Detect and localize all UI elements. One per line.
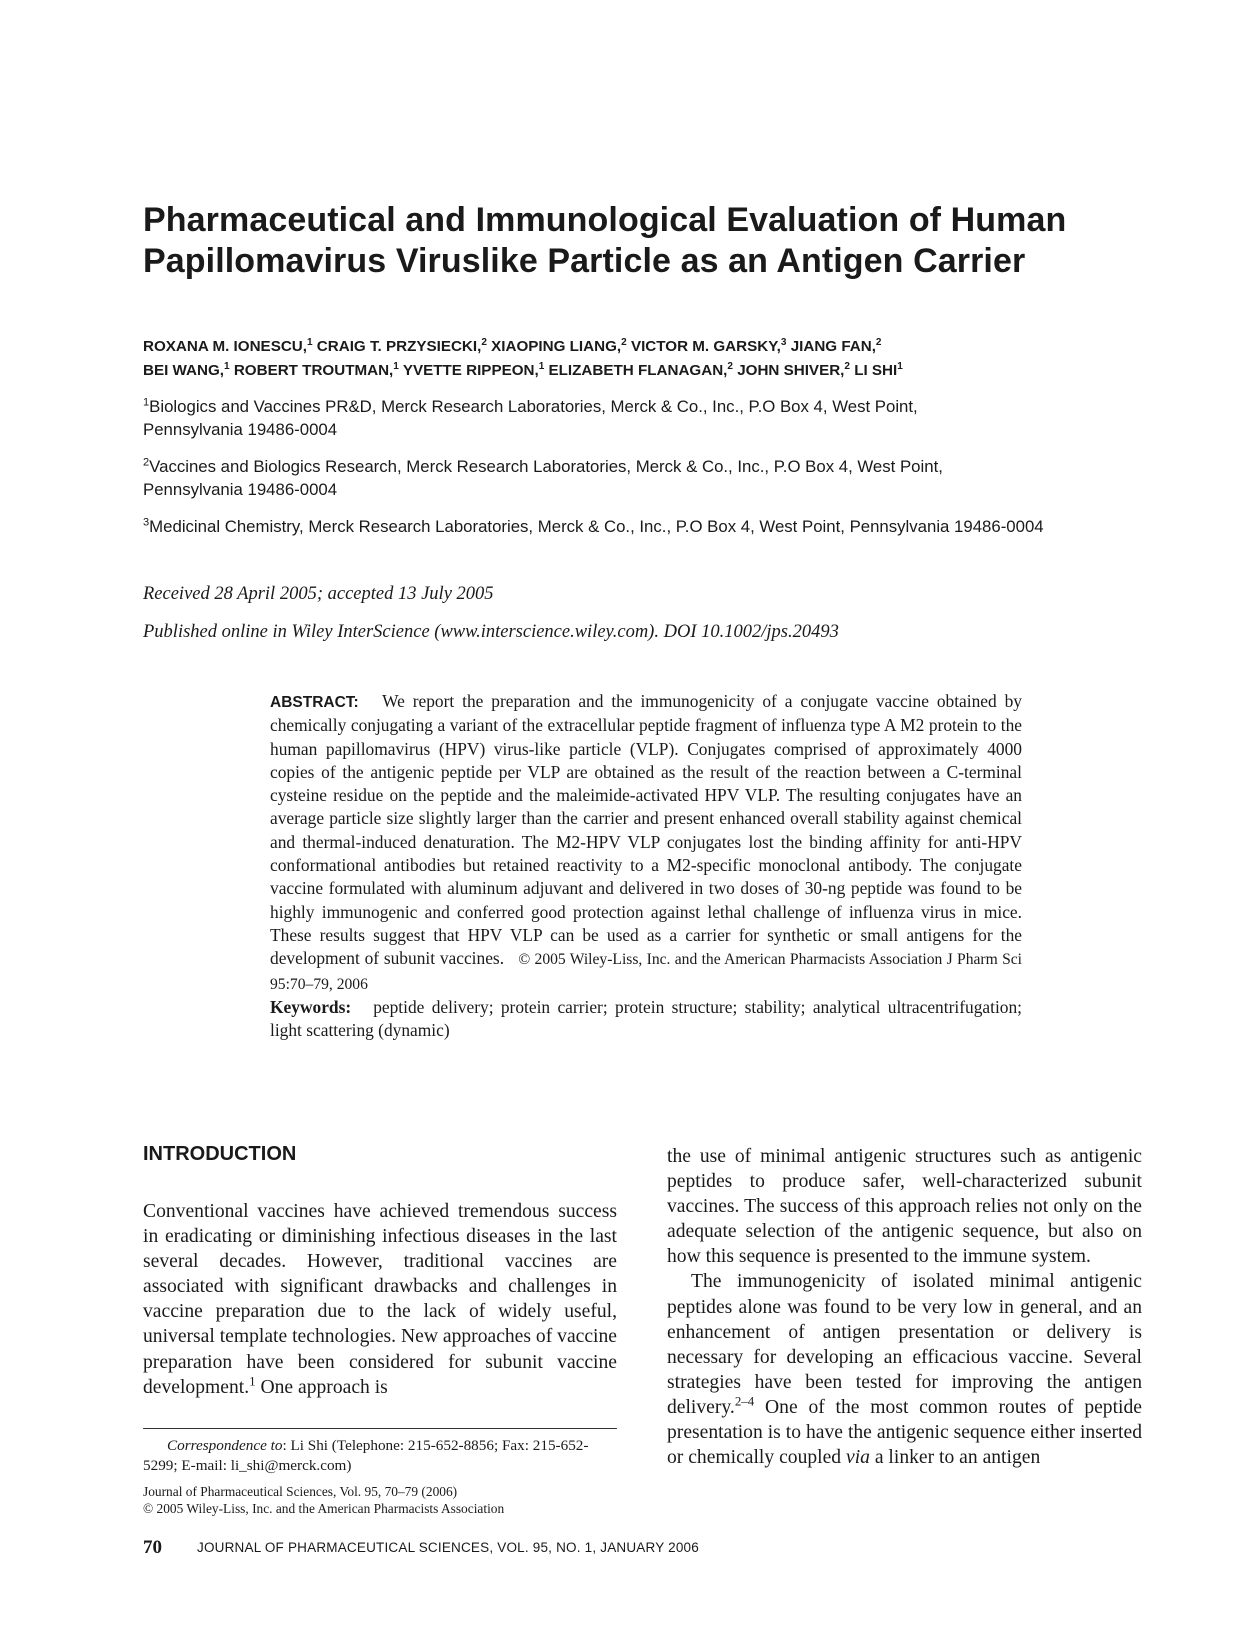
published-info: Published online in Wiley InterScience (www.interscience.wiley.com). DOI 10.1002/jps.20493 (143, 622, 839, 642)
paragraph-text: The immunogenicity of isolated minimal antigenic peptides alone was found to be very low in general, and an enhancement of antigen presentation or delivery is necessary for developing an efficacious vaccine. Several strategies have been tested for improving the antigen delivery. (667, 1271, 1142, 1418)
footnote-copyright: © 2005 Wiley-Liss, Inc. and the American Pharmacists Association (143, 1501, 505, 1516)
page-number: 70 (143, 1537, 162, 1558)
abstract-copyright: © 2005 Wiley-Liss, Inc. and the American Pharmacists Association J Pharm Sci 95:70–79, 2006 (270, 951, 1023, 993)
correspondence-text: : Li Shi (Telephone: 215-652-8856; Fax: 215-652-5299; E-mail: li_shi@merck.com) (143, 1437, 589, 1474)
reference-marker: 1 (249, 1373, 256, 1389)
author-name: XIAOPING LIANG, (491, 338, 622, 355)
author-name: BEI WANG, (143, 362, 225, 379)
intro-right-paragraph-2 (667, 1269, 1142, 1470)
author-line-2 (143, 359, 1143, 383)
intro-paragraph-tail: One approach is (255, 1376, 388, 1398)
journal-citation: Journal of Pharmaceutical Sciences, Vol. 95, 70–79 (2006) (143, 1484, 458, 1499)
affiliation-marker: 1 (897, 360, 903, 372)
intro-right-column (667, 1144, 1142, 1470)
paper-title (143, 200, 1143, 282)
paragraph-text: a linker to an antigen (869, 1447, 1041, 1469)
intro-left-column (143, 1199, 617, 1400)
keywords-text: peptide delivery; protein carrier; protein structure; stability; analytical ultracentrifugation; light scattering (dynamic) (270, 996, 1022, 1041)
author-name: ROXANA M. IONESCU, (143, 338, 307, 355)
footnote-divider (143, 1428, 617, 1429)
affiliation-marker: 1 (538, 360, 545, 372)
affiliation-marker: 1 (306, 336, 313, 348)
affiliation-marker: 1 (393, 360, 399, 372)
keywords-label: Keywords: (270, 996, 352, 1017)
author-list (143, 335, 1143, 383)
author-name: ROBERT TROUTMAN, (233, 362, 394, 379)
correspondence-label: Correspondence to (167, 1437, 283, 1454)
author-name: CRAIG T. PRZYSIECKI, (316, 338, 482, 355)
intro-right-paragraph-1: the use of minimal antigenic structures such as antigenic peptides to produce safer, well-characterized subunit vaccines. The success of this approach relies not only on the adequate selection of the antigenic sequence, but also on how this sequence is presented to the immune system. (667, 1146, 1142, 1268)
affiliation-marker: 3 (780, 336, 787, 348)
affiliation-marker: 2 (481, 336, 487, 348)
title-line-1: Pharmaceutical and Immunological Evaluation of Human (143, 201, 1067, 239)
author-name: LI SHI (854, 362, 898, 379)
author-name: VICTOR M. GARSKY, (630, 338, 781, 355)
affiliation-number: 1 (143, 396, 150, 409)
affiliation-marker: 2 (844, 360, 850, 372)
title-line-2: Papillomavirus Viruslike Particle as an Antigen Carrier (143, 242, 1026, 280)
author-name: ELIZABETH FLANAGAN, (548, 362, 728, 379)
abstract-text: We report the preparation and the immunogenicity of a conjugate vaccine obtained by chemically conjugating a variant of the extracellular peptide fragment of influenza type A M2 protein to the human papillomavirus (HPV) virus-like particle (VLP). Conjugates comprised of approximately 4000 copies of the antigenic peptide per VLP are obtained as the result of the reaction between a C-terminal cysteine residue on the peptide and the maleimide-activated HPV VLP. The resulting conjugates have an average particle size slightly larger than the carrier and present enhanced overall stability against chemical and thermal-induced denaturation. The M2-HPV VLP conjugates lost the binding affinity for anti-HPV conformational antibodies but retained reactivity to a M2-specific monoclonal antibody. The conjugate vaccine formulated with aluminum adjuvant and delivered in two doses of 30-ng peptide was found to be highly immunogenic and conferred good protection against lethal challenge of influenza virus in mice. These results suggest that HPV VLP can be used as a carrier for synthetic or small antigens for the development of subunit vaccines. (270, 691, 1022, 969)
author-name: JOHN SHIVER, (737, 362, 845, 379)
affiliation-number: 3 (143, 516, 150, 529)
affiliation-text: Pennsylvania 19486-0004 (143, 480, 338, 499)
affiliation-text: Pennsylvania 19486-0004 (143, 420, 338, 439)
affiliation-text: Vaccines and Biologics Research, Merck Research Laboratories, Merck & Co., Inc., P.O Box 4, West Point, (149, 457, 943, 476)
affiliation-1 (143, 395, 1153, 441)
received-date: Received 28 April 2005; accepted 13 July 2005 (143, 584, 494, 604)
reference-marker: 2–4 (734, 1393, 755, 1409)
affiliation-text: Biologics and Vaccines PR&D, Merck Research Laboratories, Merck & Co., Inc., P.O Box 4, West Point, (149, 397, 918, 416)
author-name: JIANG FAN, (790, 338, 876, 355)
intro-paragraph: Conventional vaccines have achieved tremendous success in eradicating or diminishing infectious diseases in the last several decades. However, traditional vaccines are associated with significant drawbacks and challenges in vaccine preparation due to the lack of widely useful, universal template technologies. New approaches of vaccine preparation have been considered for subunit vaccine development. (143, 1201, 617, 1398)
affiliation-marker: 2 (621, 336, 627, 348)
footnote (143, 1436, 617, 1517)
running-footer: JOURNAL OF PHARMACEUTICAL SCIENCES, VOL. 95, NO. 1, JANUARY 2006 (197, 1540, 699, 1555)
author-line-1 (143, 335, 1143, 359)
affiliation-marker: 2 (875, 336, 882, 348)
introduction-heading: INTRODUCTION (143, 1143, 297, 1165)
abstract (270, 690, 1022, 1042)
affiliation-3 (143, 515, 1153, 538)
affiliation-marker: 1 (224, 360, 230, 372)
affiliation-number: 2 (143, 456, 150, 469)
author-name: YVETTE RIPPEON, (402, 362, 539, 379)
affiliation-2 (143, 455, 1153, 501)
italic-term: via (846, 1447, 870, 1469)
correspondence (143, 1436, 617, 1475)
abstract-label: ABSTRACT: (270, 694, 359, 711)
paragraph-text: One of the most common routes of peptide presentation is to have the antigenic sequence either inserted or chemically coupled (667, 1396, 1142, 1469)
affiliation-marker: 2 (727, 360, 733, 372)
affiliation-text: Medicinal Chemistry, Merck Research Laboratories, Merck & Co., Inc., P.O Box 4, West Point, Pennsylvania 19486-0004 (149, 517, 1044, 536)
